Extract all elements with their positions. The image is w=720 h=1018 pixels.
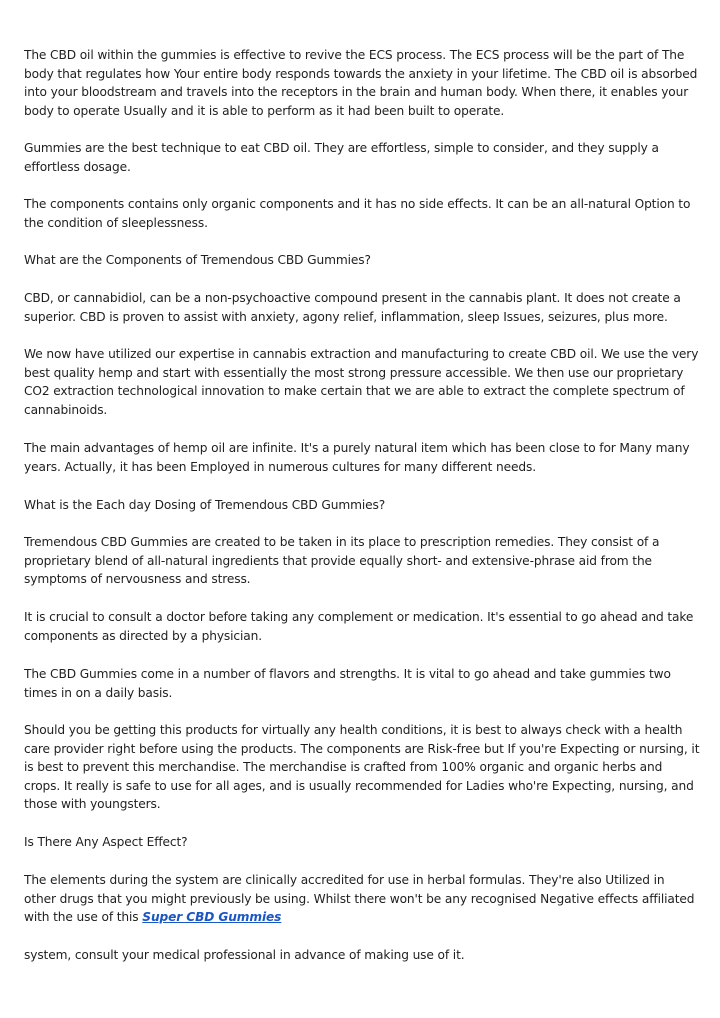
paragraph-hemp-advantages: The main advantages of hemp oil are infinite. It's a purely natural item which has been close to for Many many years. Actually, it has been Employed in numerous cultures for many different needs. [24, 441, 690, 474]
paragraph-consult-doctor: It is crucial to consult a doctor before taking any complement or medication. It's essential to go ahead and take components as directed by a physician. [24, 610, 694, 643]
paragraph-clinical-text: The elements during the system are clinically accredited for use in herbal formulas. They're also Utilized in other drugs that you might previously be using. Whilst there won't be any recognised Negative effects affiliated with the use of this [24, 873, 695, 925]
paragraph-gummies-technique: Gummies are the best technique to eat CBD oil. They are effortless, simple to consider, and they supply a effortless dosage. [24, 141, 659, 174]
super-cbd-gummies-link[interactable]: Super CBD Gummies [142, 910, 282, 925]
paragraph-prescription: Tremendous CBD Gummies are created to be taken in its place to prescription remedies. They consist of a proprietary blend of all-natural ingredients that provide equally short- and extensive-phrase aid from the symptoms of nervousness and stress. [24, 535, 660, 587]
heading-components: What are the Components of Tremendous CBD Gummies? [24, 253, 371, 267]
paragraph-health-conditions: Should you be getting this products for virtually any health conditions, it is best to always check with a health care provider right before using the products. The components are Risk-free but If you're Expecting or nursing, it is best to prevent this merchandise. The merchandise is crafted from 100% organic and organic herbs and crops. It really is safe to use for all ages, and is usually recommended for Ladies who're Expecting, nursing, and those with youngsters. [24, 723, 700, 812]
paragraph-organic-components: The components contains only organic components and it has no side effects. It can be an all-natural Option to the condition of sleeplessness. [24, 197, 691, 230]
paragraph-cannabidiol: CBD, or cannabidiol, can be a non-psychoactive compound present in the cannabis plant. It does not create a superior. CBD is proven to assist with anxiety, agony relief, inflammation, sleep Issues, seizures, plus more. [24, 291, 681, 324]
heading-side-effect: Is There Any Aspect Effect? [24, 835, 188, 849]
paragraph-extraction: We now have utilized our expertise in cannabis extraction and manufacturing to create CBD oil. We use the very best quality hemp and start with essentially the most strong pressure accessible. We then use our proprietary CO2 extraction technological innovation to make certain that we are able to extract the complete spectrum of cannabinoids. [24, 347, 699, 417]
paragraph-clinical-elements [24, 871, 700, 927]
heading-dosing: What is the Each day Dosing of Tremendous CBD Gummies? [24, 498, 386, 512]
paragraph-ecs-process: The CBD oil within the gummies is effective to revive the ECS process. The ECS process will be the part of The body that regulates how Your entire body responds towards the anxiety in your lifetime. The CBD oil is absorbed into your bloodstream and travels into the receptors in the brain and human body. When there, it enables your body to operate Usually and it is able to perform as it had been built to operate. [24, 48, 698, 118]
paragraph-consult-professional: system, consult your medical professional in advance of making use of it. [24, 948, 465, 962]
paragraph-flavors: The CBD Gummies come in a number of flavors and strengths. It is vital to go ahead and take gummies two times in on a daily basis. [24, 667, 671, 700]
